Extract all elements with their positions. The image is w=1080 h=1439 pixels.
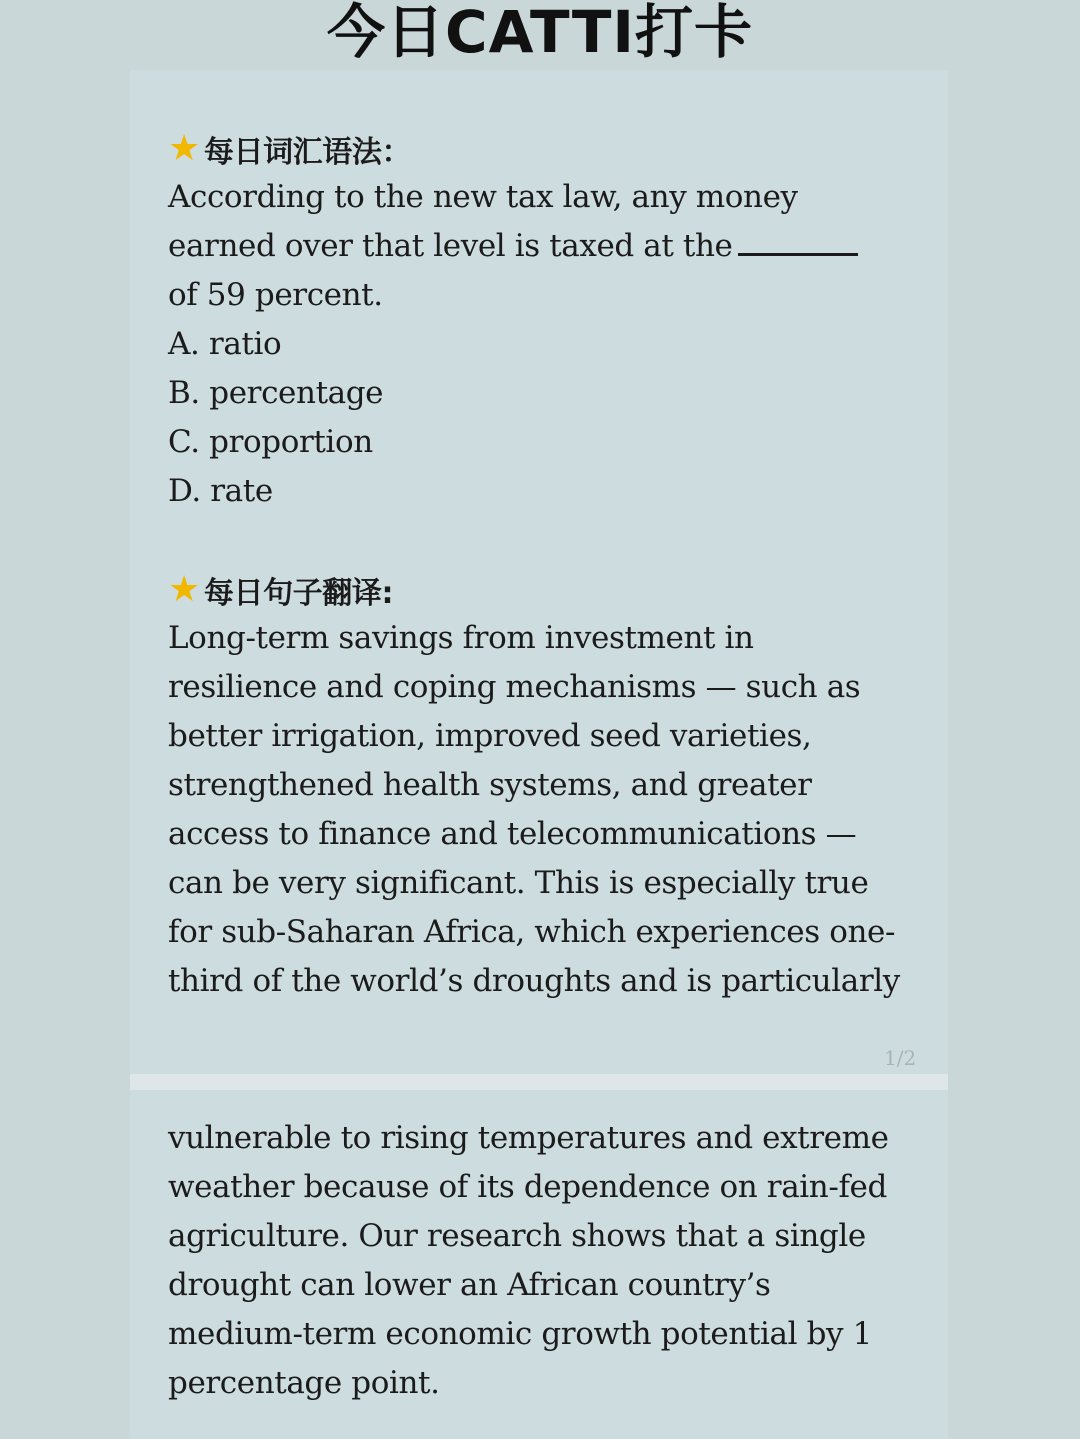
translation-section [168, 565, 928, 1006]
translation-line: drought can lower an African country’s [168, 1267, 771, 1303]
translation-line: weather because of its dependence on rain-fed [168, 1169, 887, 1205]
translation-line: agriculture. Our research shows that a single [168, 1218, 866, 1254]
translation-line: percentage point. [168, 1365, 440, 1401]
translation-line: for sub-Saharan Africa, which experiences one- [168, 914, 896, 950]
translation-line: strengthened health systems, and greater [168, 767, 812, 803]
question-line-with-blank [168, 222, 928, 271]
translation-line: Long-term savings from investment in [168, 620, 754, 656]
star-icon: ★ [168, 569, 200, 610]
translation-heading-text: 每日句子翻译: [203, 575, 394, 611]
page-indicator: 1/2 [884, 1046, 917, 1070]
translation-line: better irrigation, improved seed varieties, [168, 718, 812, 754]
option-c: C. proportion [168, 424, 373, 460]
vocab-heading [168, 124, 928, 173]
page-title: 今日CATTI打卡 [327, 0, 753, 66]
translation-line: can be very significant. This is especially true [168, 865, 869, 901]
answer-blank [738, 225, 858, 256]
question-line: of 59 percent. [168, 277, 383, 313]
translation-line: third of the world’s droughts and is particularly [168, 963, 900, 999]
star-icon: ★ [168, 128, 200, 169]
page-divider [130, 1074, 948, 1090]
translation-line: access to finance and telecommunications — [168, 816, 857, 852]
option-d: D. rate [168, 473, 273, 509]
option-a: A. ratio [168, 326, 282, 362]
translation-line: vulnerable to rising temperatures and extreme [168, 1120, 889, 1156]
vocab-section [168, 124, 928, 516]
question-line: According to the new tax law, any money [168, 179, 798, 215]
translation-heading [168, 565, 928, 614]
vocab-heading-text: 每日词汇语法： [203, 134, 412, 170]
translation-line: medium-term economic growth potential by 1 [168, 1316, 872, 1352]
question-line: earned over that level is taxed at the [168, 228, 733, 264]
option-b: B. percentage [168, 375, 384, 411]
translation-line: resilience and coping mechanisms — such as [168, 669, 861, 705]
translation-continued [168, 1114, 928, 1408]
